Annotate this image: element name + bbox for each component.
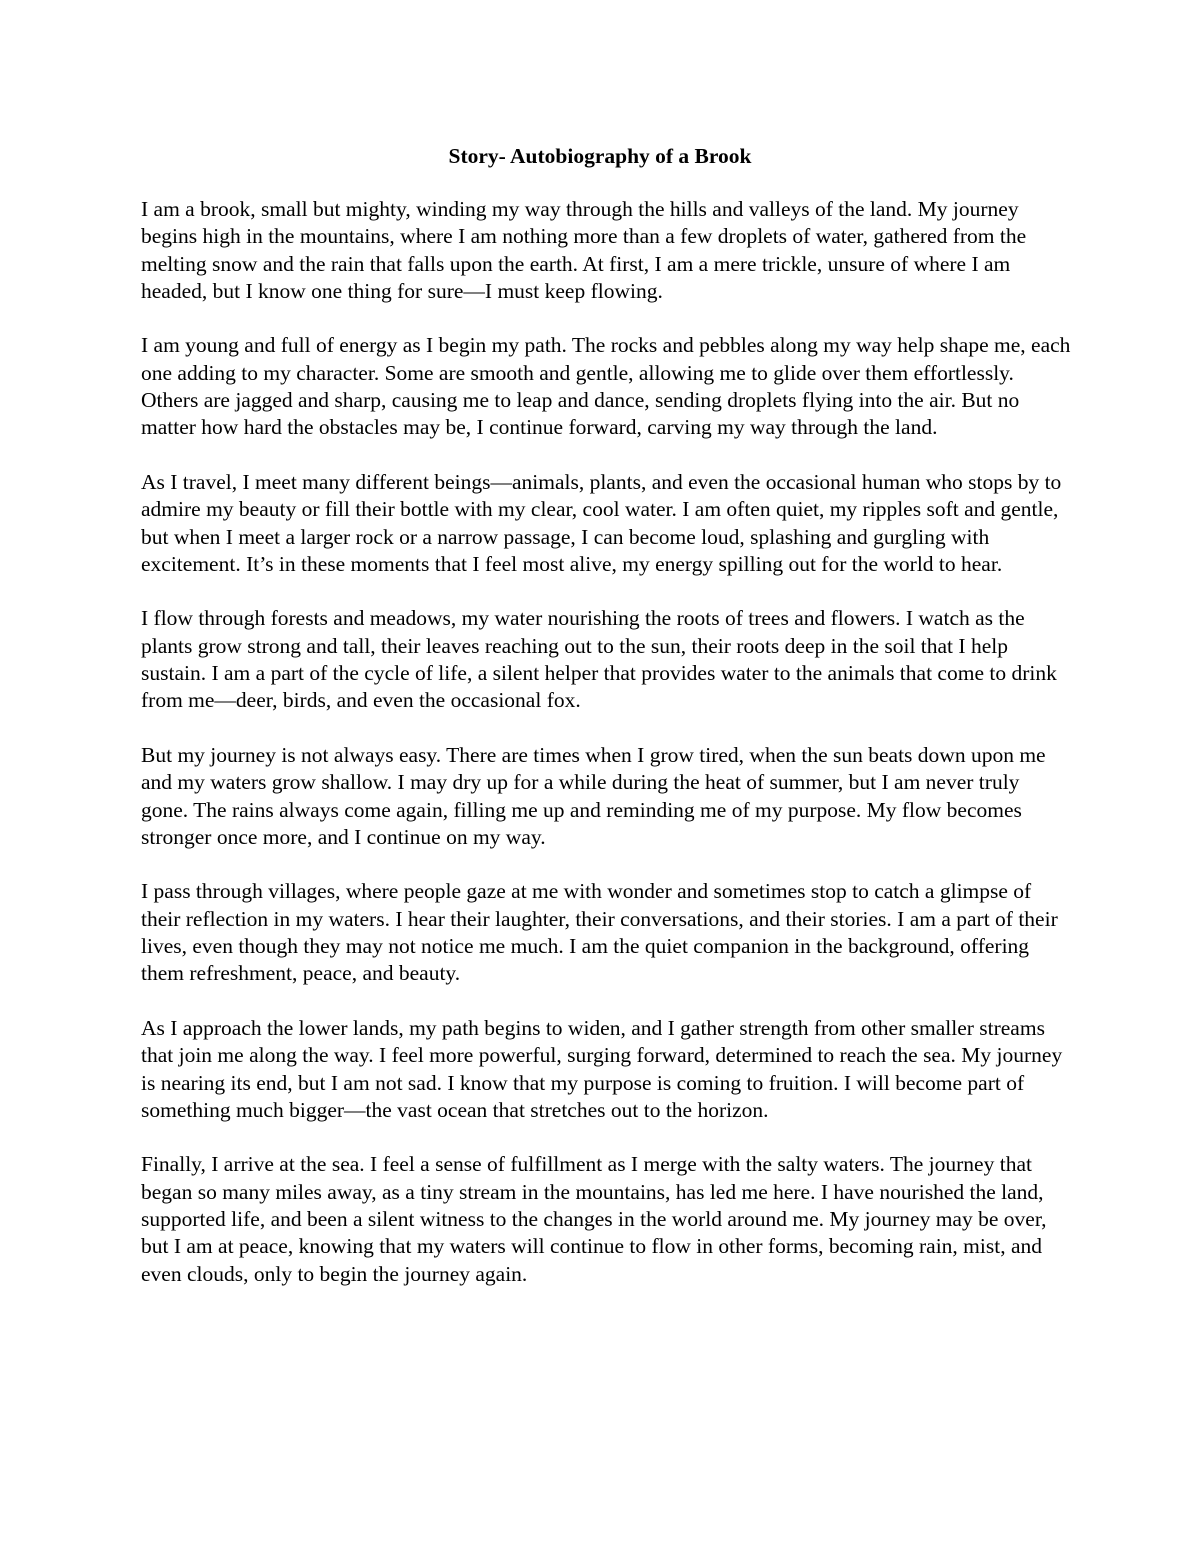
paragraph-4: I flow through forests and meadows, my water nourishing the roots of trees and flowers. I watch as the plants grow strong and tall, their leaves reaching out to the sun, their roots deep in the soil that I help sustain. I am a part of the cycle of life, a silent helper that provides water to the animals that come to drink from me—deer, birds, and even the occasional fox. [141, 606, 1057, 713]
paragraph-5: But my journey is not always easy. There are times when I grow tired, when the sun beats down upon me and my waters grow shallow. I may dry up for a while during the heat of summer, but I am never truly gone. The rains always come again, filling me up and reminding me of my purpose. My flow becomes stronger once more, and I continue on my way. [141, 742, 1046, 849]
paragraph-6: I pass through villages, where people gaze at me with wonder and sometimes stop to catch a glimpse of their reflection in my waters. I hear their laughter, their conversations, and their stories. I am a part of their lives, even though they may not notice me much. I am the quiet companion in the background, offering them refreshment, peace, and beauty. [141, 879, 1058, 986]
document-body [141, 196, 1071, 1315]
document-title: Story- Autobiography of a Brook [448, 144, 752, 168]
paragraph-3: As I travel, I meet many different beings—animals, plants, and even the occasional human who stops by to admire my beauty or fill their bottle with my clear, cool water. I am often quiet, my ripples soft and gentle, but when I meet a larger rock or a narrow passage, I can become loud, splashing and gurgling with excitement. It’s in these moments that I feel most alive, my energy spilling out for the world to hear. [141, 469, 1062, 576]
paragraph-2: I am young and full of energy as I begin my path. The rocks and pebbles along my way help shape me, each one adding to my character. Some are smooth and gentle, allowing me to glide over them effortlessly. Others are jagged and sharp, causing me to leap and dance, sending droplets flying into the air. But no matter how hard the obstacles may be, I continue forward, carving my way through the land. [141, 333, 1071, 440]
paragraph-1: I am a brook, small but mighty, winding my way through the hills and valleys of the land. My journey begins high in the mountains, where I am nothing more than a few droplets of water, gathered from the melting snow and the rain that falls upon the earth. At first, I am a mere trickle, unsure of where I am headed, but I know one thing for sure—I must keep flowing. [141, 197, 1027, 303]
paragraph-7: As I approach the lower lands, my path begins to widen, and I gather strength from other smaller streams that join me along the way. I feel more powerful, surging forward, determined to reach the sea. My journey is nearing its end, but I am not sad. I know that my purpose is coming to fruition. I will become part of something much bigger—the vast ocean that stretches out to the horizon. [141, 1015, 1063, 1122]
paragraph-8: Finally, I arrive at the sea. I feel a sense of fulfillment as I merge with the salty waters. The journey that began so many miles away, as a tiny stream in the mountains, has led me here. I have nourished the land, supported life, and been a silent witness to the changes in the world around me. My journey may be over, but I am at peace, knowing that my waters will continue to flow in other forms, becoming rain, mist, and even clouds, only to begin the journey again. [141, 1152, 1047, 1286]
